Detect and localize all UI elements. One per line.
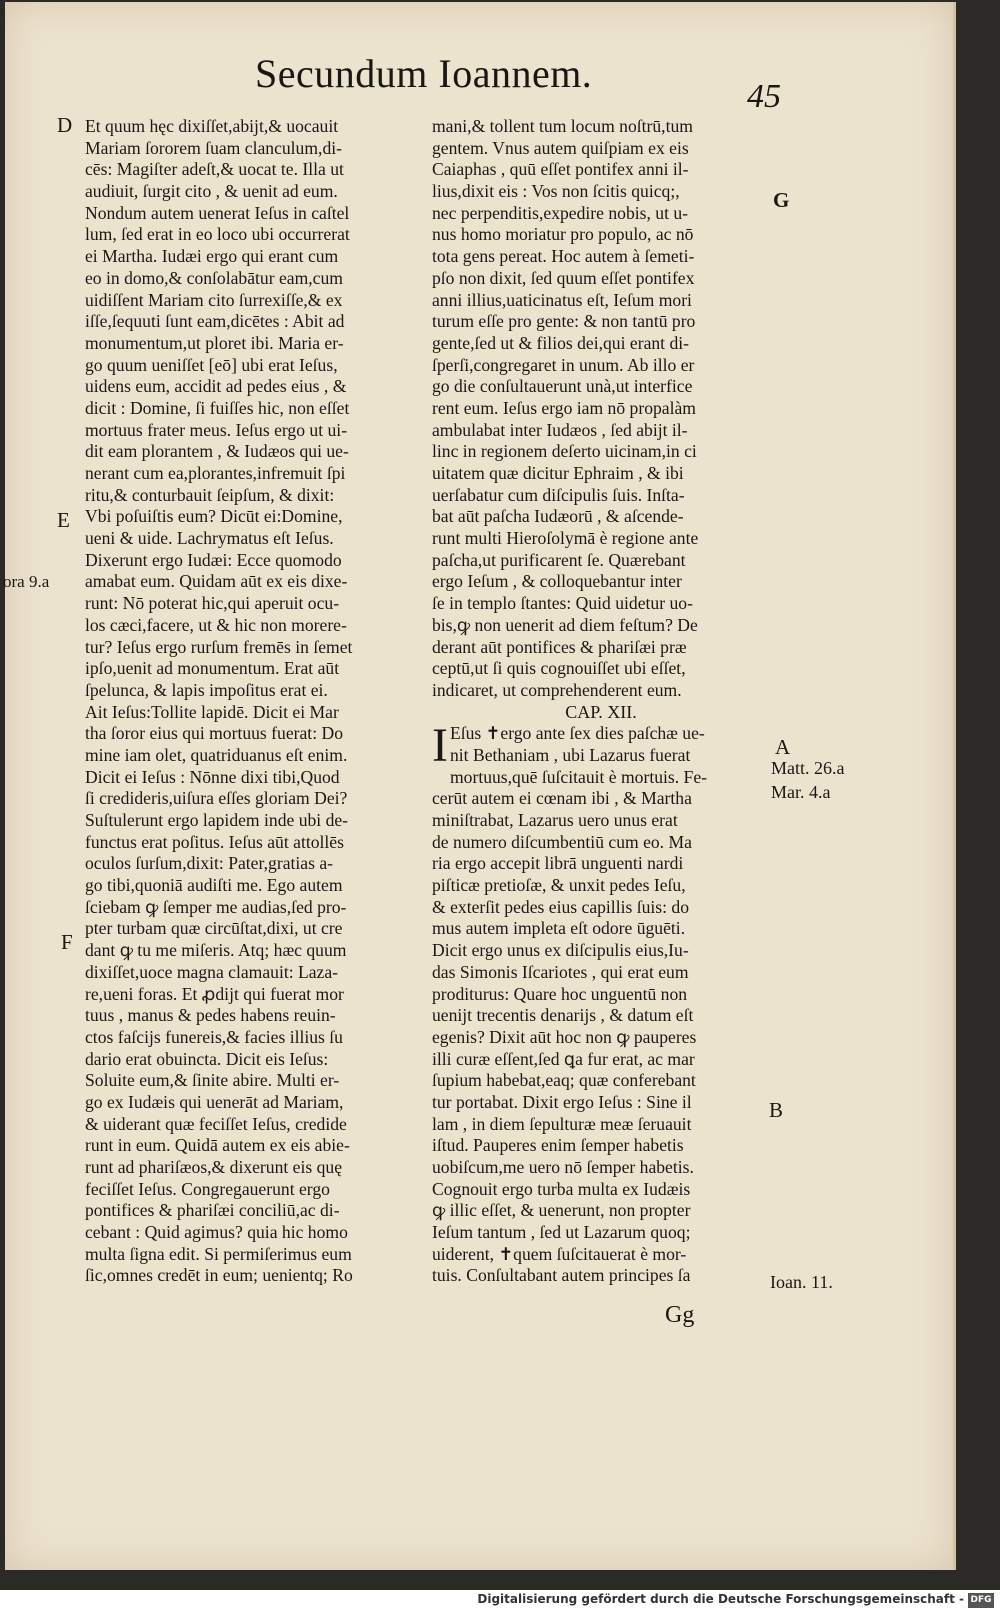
chapter-heading: CAP. XII. (565, 701, 637, 722)
text-line: uobiſcum,me uero nō ſemper habetis. (432, 1157, 694, 1177)
text-line: ria ergo accepit librā unguenti nardi (432, 853, 684, 874)
text-line: ambulabat inter Iudæos , ſed abijt il- (432, 419, 688, 440)
text-line: Dicit ergo unus ex diſcipulis eius,Iu- (432, 940, 689, 961)
text-line: Vbi poſuiſtis eum? Dicūt ei:Domine, (85, 506, 343, 527)
text-line: & uiderant quæ feciſſet Ieſus, credide (85, 1113, 347, 1134)
signature-mark: Gg (665, 1302, 695, 1328)
text-line: piſticæ pretioſæ, & unxit pedes Ieſu, (432, 875, 686, 896)
folio-number: 45 (747, 78, 781, 115)
text-line: Suſtulerunt ergo lapidem inde ubi de- (85, 810, 349, 830)
text-line: paſcha,ut purificarent ſe. Quærebant (432, 549, 686, 570)
text-line: ꝙ illic eſſet, & uenerunt, non propter (432, 1200, 691, 1221)
text-line: mortuus,quē ſuſcitauit è mortuis. Fe- (449, 766, 708, 787)
text-line: go tibi,quoniā audiſti me. Ego autem (85, 875, 343, 896)
text-line: uidiſſent Mariam cito ſurrexiſſe,& ex (85, 289, 343, 310)
text-line: tuus , manus & pedes habens reuin- (85, 1005, 336, 1026)
text-line: gentem. Vnus autem quiſpiam ex eis (432, 137, 689, 158)
text-line: nerant cum ea,plorantes,infremuit ſpi (85, 463, 346, 483)
text-line: ſupium habebat,eaq; quæ conferebant (432, 1070, 696, 1091)
text-line: dicit : Domine, ſi fuiſſes hic, non eſſet (85, 397, 350, 418)
text-line: tur portabat. Dixit ergo Ieſus : Sine il (432, 1091, 692, 1112)
text-line: linc in regionem deſerto uicinam,in ci (432, 441, 697, 462)
text-line: runt ad phariſæos,& dixerunt eis quę (85, 1157, 343, 1177)
text-line: monumentum,ut ploret ibi. Maria er- (85, 332, 344, 353)
text-line: pter turbam quæ circūſtat,dixi, ut cre (85, 918, 343, 939)
text-line: rent eum. Ieſus ergo iam nō propalàm (432, 397, 696, 418)
text-line: multa ſigna edit. Si permiſerimus eum (85, 1243, 352, 1264)
text-line: turum eſſe pro gente: & non tantū pro (432, 311, 696, 332)
initial-letter: I (432, 719, 448, 773)
text-line: runt: Nō poterat hic,qui aperuit ocu- (85, 593, 340, 614)
text-line: dario erat obuincta. Dicit eis Ieſus: (85, 1048, 329, 1069)
text-line: cēs: Magiſter adeſt,& uocat te. Illa ut (85, 159, 344, 180)
text-line: Mariam ſororem ſuam clanculum,di- (85, 137, 342, 158)
text-line: indicaret, ut comprehenderent eum. (432, 679, 682, 700)
text-line: nit Bethaniam , ubi Lazarus fuerat (449, 744, 691, 765)
text-line: nus homo moriatur pro populo, ac nō (432, 224, 694, 245)
text-line: tuis. Conſultabant autem principes ſa (432, 1265, 691, 1286)
footer-text: Digitalisierung gefördert durch die Deutsche Forschungsgemeinschaft - (477, 1592, 964, 1606)
text-line: ctos faſcijs funereis,& facies illius ſu (85, 1026, 343, 1047)
text-line: ei Martha. Iudæi ergo qui erant cum (85, 246, 339, 267)
margin-note-left: ora 9.a (3, 572, 50, 591)
text-line: mine iam olet, quatriduanus eſt enim. (85, 744, 348, 765)
text-line: re,ueni foras. Et ꝓdijt qui fuerat mor (85, 983, 344, 1004)
text-line: audiuit, ſurgit cito , & uenit ad eum. (85, 181, 338, 202)
text-line: Dixerunt ergo Iudæi: Ecce quomodo (85, 549, 342, 570)
text-line: illi curæ eſſent,ſed ꝗa fur erat, ac mar (432, 1048, 695, 1069)
text-line: ſciebam ꝙ ſemper me audias,ſed pro- (85, 896, 347, 917)
text-line: das Simonis Iſcariotes , qui erat eum (432, 961, 689, 982)
text-line: dit eam plorantem , & Iudæos qui ue- (85, 441, 349, 462)
text-line: ergo Ieſum , & colloquebantur inter (432, 571, 682, 592)
right-text-column (432, 116, 770, 1287)
text-line: dixiſſet,uoce magna clamauit: Laza- (85, 961, 339, 982)
text-line: mus autem impleta eſt odore ūguēti. (432, 918, 686, 939)
text-line: runt multi Hieroſolymā è regione ante (432, 528, 699, 549)
text-line: bat aūt paſcha Iudæorū , & aſcende- (432, 506, 684, 527)
text-line: anni illius,uaticinatus eſt, Ieſum mori (432, 289, 692, 310)
text-line: lum, ſed erat in eo loco ubi occurrerat (85, 224, 350, 245)
text-line: functus erat poſitus. Ieſus aūt attollēs (85, 831, 344, 852)
text-line: Ait Ieſus:Tollite lapidē. Dicit ei Mar (85, 701, 339, 722)
text-line: miniſtrabat, Lazarus uero unus erat (432, 810, 678, 830)
text-line: lius,dixit eis : Vos non ſcitis quicq;, (432, 181, 680, 202)
text-line: mortuus frater meus. Ieſus ergo ut ui- (85, 419, 348, 440)
text-line: pſo non dixit, ſed quum eſſet pontifex (432, 267, 695, 288)
text-line: tha ſoror eius qui mortuus fuerat: Do (85, 723, 343, 744)
text-line: Dicit ei Ieſus : Nōnne dixi tibi,Quod (85, 766, 340, 787)
margin-letter-d: D (57, 113, 73, 137)
text-line: iſſe,ſequuti ſunt eam,dicētes : Abit ad (85, 311, 345, 332)
text-line: oculos ſurſum,dixit: Pater,gratias a- (85, 853, 333, 874)
text-line: ceptū,ut ſi quis cognouiſſet ubi eſſet, (432, 658, 686, 679)
text-line: uidens eum, accidit ad pedes eius , & (85, 376, 347, 397)
margin-letter-b: B (769, 1098, 784, 1122)
margin-letter-g: G (773, 188, 790, 212)
text-line: Soluite eum,& ſinite abire. Multi er- (85, 1070, 340, 1091)
text-line: ipſo,uenit ad monumentum. Erat aūt (85, 658, 340, 679)
text-line: Caiaphas , quū eſſet pontifex anni il- (432, 159, 689, 180)
text-line: cebant : Quid agimus? quia hic homo (85, 1222, 348, 1243)
text-line: go quum ueniſſet [eō] ubi erat Ieſus, (85, 354, 338, 375)
text-line: Ieſum tantum , ſed ut Lazarum quoq; (432, 1222, 691, 1243)
text-line: lam , in diem ſepulturæ meæ ſeruauit (432, 1113, 692, 1134)
text-line: ueni & uide. Lachrymatus eſt Ieſus. (85, 528, 334, 549)
margin-letter-e: E (57, 508, 70, 532)
text-line: tota gens pereat. Hoc autem à ſemeti- (432, 246, 695, 267)
text-line: ſperſi,congregaret in unum. Ab illo er (432, 354, 695, 375)
dfg-logo-icon: DFG (968, 1593, 994, 1608)
running-head: Secundum Ioannem. (255, 51, 593, 96)
text-line: runt in eum. Quidā autem ex eis abie- (85, 1135, 350, 1156)
text-line: ſpelunca, & lapis impoſitus erat ei. (85, 679, 328, 700)
text-line: eo in domo,& conſolabātur eam,cum (85, 267, 343, 288)
text-line: gente,ſed ut & filios dei,qui erant di- (432, 332, 689, 353)
margin-note-matt: Matt. 26.a (771, 758, 845, 778)
text-line: go die conſultauerunt unà,ut interfice (432, 376, 693, 397)
text-line: uerſabatur cum diſcipulis ſuis. Inſta- (432, 484, 685, 505)
text-line: egenis? Dixit aūt hoc non ꝙ pauperes (432, 1026, 697, 1047)
text-line: feciſſet Ieſus. Congregauerunt ergo (85, 1178, 330, 1199)
text-line: tur? Ieſus ergo rurſum fremēs in ſemet (85, 636, 353, 657)
left-text-column (85, 116, 421, 1287)
text-line: Nondum autem uenerat Ieſus in caſtel (85, 202, 350, 223)
text-line: Eſus ✝ergo ante ſex dies paſchæ ue- (449, 723, 705, 744)
text-line: uitatem quæ dicitur Ephraim , & ibi (432, 463, 684, 483)
text-line: dant ꝙ tu me miſeris. Atq; hæc quum (85, 940, 347, 961)
text-line: pontifices & phariſæi conciliū,ac di- (85, 1200, 340, 1221)
text-line: de numero diſcumbentiū cum eo. Ma (432, 831, 692, 852)
book-page (5, 2, 956, 1570)
text-line: uenijt trecentis denarijs , & datum eſt (432, 1005, 694, 1026)
text-line: amabat eum. Quidam aūt ex eis dixe- (85, 571, 348, 592)
text-line: nec perpenditis,expedire nobis, ut u- (432, 202, 689, 223)
text-line: ſi credideris,uiſura eſſes gloriam Dei? (85, 788, 348, 809)
text-line: uiderent, ✝quem ſuſcitauerat è mor- (432, 1243, 687, 1264)
margin-note-ioan: Ioan. 11. (770, 1272, 833, 1292)
text-line: los cæci,facere, ut & hic non morere- (85, 614, 347, 635)
text-line: ſe in templo ſtantes: Quid uidetur uo- (432, 593, 693, 614)
footer-bar (0, 1590, 1000, 1613)
text-line: ritu,& conturbauit ſeipſum, & dixit: (85, 484, 335, 505)
margin-letter-f: F (61, 930, 73, 954)
text-line: proditurus: Quare hoc unguentū non (432, 983, 688, 1004)
text-line: Et quum hęc dixiſſet,abijt,& uocauit (85, 116, 339, 136)
margin-letter-a: A (775, 735, 791, 759)
text-line: go ex Iudæis qui uenerāt ad Mariam, (85, 1091, 344, 1112)
text-line: bis,ꝙ non uenerit ad diem feſtum? De (432, 614, 698, 635)
text-line: Cognouit ergo turba multa ex Iudæis (432, 1178, 691, 1199)
text-line: ſic,omnes credēt in eum; uenientq; Ro (85, 1265, 353, 1286)
text-line: derant aūt pontifices & phariſæi præ (432, 636, 687, 657)
text-line: cerūt autem ei cœnam ibi , & Martha (432, 788, 692, 809)
text-line: mani,& tollent tum locum noſtrū,tum (432, 116, 693, 136)
text-line: iſtud. Pauperes enim ſemper habetis (432, 1135, 684, 1156)
margin-note-mar: Mar. 4.a (771, 782, 831, 802)
text-line: & exterſit pedes eius capillis ſuis: do (432, 896, 690, 917)
